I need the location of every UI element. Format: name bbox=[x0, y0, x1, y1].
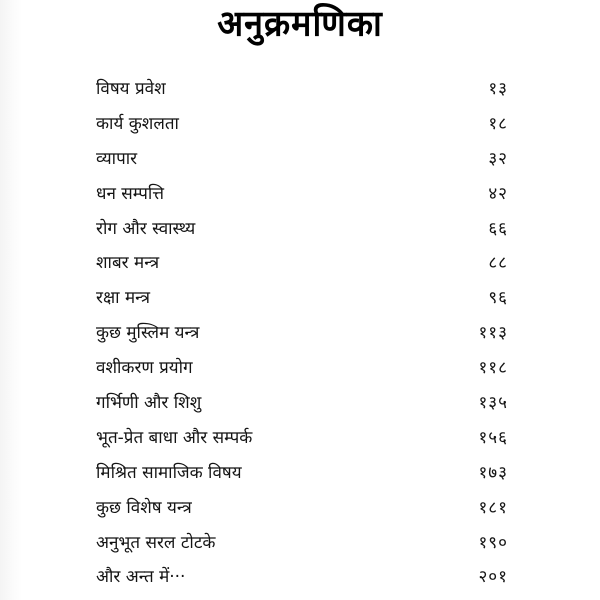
toc-list bbox=[96, 72, 508, 595]
toc-entry-title: शाबर मन्त्र bbox=[96, 253, 160, 274]
toc-entry-2[interactable] bbox=[96, 107, 508, 142]
toc-entry-page: ४२ bbox=[488, 183, 508, 204]
toc-entry-page: १९० bbox=[478, 532, 508, 553]
toc-entry-title: विषय प्रवेश bbox=[96, 79, 166, 99]
toc-entry-page: ६६ bbox=[488, 218, 508, 239]
toc-entry-11[interactable] bbox=[96, 421, 508, 456]
toc-entry-3[interactable] bbox=[96, 142, 508, 177]
toc-entry-page: १३ bbox=[488, 79, 508, 99]
toc-entry-title: कार्य कुशलता bbox=[96, 113, 179, 134]
toc-entry-15[interactable] bbox=[96, 560, 508, 595]
toc-entry-14[interactable] bbox=[96, 526, 508, 561]
toc-entry-title: वशीकरण प्रयोग bbox=[96, 358, 193, 379]
toc-entry-4[interactable] bbox=[96, 177, 508, 212]
toc-entry-title: मिश्रित सामाजिक विषय bbox=[96, 462, 242, 483]
toc-entry-page: ८८ bbox=[488, 253, 508, 274]
toc-entry-6[interactable] bbox=[96, 246, 508, 281]
toc-entry-12[interactable] bbox=[96, 456, 508, 491]
toc-entry-page: ११८ bbox=[478, 358, 508, 379]
toc-entry-page: २०१ bbox=[478, 567, 508, 588]
toc-entry-title: भूत-प्रेत बाधा और सम्पर्क bbox=[96, 427, 253, 448]
toc-entry-title: व्यापार bbox=[96, 148, 138, 169]
toc-entry-title: गर्भिणी और शिशु bbox=[96, 393, 202, 414]
toc-entry-title: रक्षा मन्त्र bbox=[96, 288, 151, 309]
toc-entry-title: और अन्त में··· bbox=[96, 567, 186, 588]
toc-entry-1[interactable] bbox=[96, 72, 508, 107]
toc-entry-page: १७३ bbox=[478, 462, 508, 483]
toc-entry-title: कुछ विशेष यन्त्र bbox=[96, 497, 192, 518]
toc-entry-9[interactable] bbox=[96, 351, 508, 386]
toc-entry-8[interactable] bbox=[96, 316, 508, 351]
toc-entry-5[interactable] bbox=[96, 212, 508, 247]
toc-entry-page: १८ bbox=[488, 113, 508, 134]
toc-entry-13[interactable] bbox=[96, 491, 508, 526]
toc-entry-page: १३५ bbox=[478, 393, 508, 414]
page-title: अनुक्रमणिका bbox=[217, 3, 383, 46]
toc-entry-page: ११३ bbox=[478, 323, 508, 344]
toc-entry-page: ९६ bbox=[488, 288, 508, 309]
toc-entry-page: १८१ bbox=[478, 497, 508, 518]
toc-entry-title: धन सम्पत्ति bbox=[96, 183, 165, 204]
toc-entry-page: ३२ bbox=[488, 148, 508, 169]
toc-entry-title: कुछ मुस्लिम यन्त्र bbox=[96, 323, 200, 344]
toc-entry-7[interactable] bbox=[96, 281, 508, 316]
toc-entry-page: १५६ bbox=[478, 427, 508, 448]
toc-entry-title: रोग और स्वास्थ्य bbox=[96, 218, 196, 239]
toc-entry-10[interactable] bbox=[96, 386, 508, 421]
toc-entry-title: अनुभूत सरल टोटके bbox=[96, 532, 216, 553]
